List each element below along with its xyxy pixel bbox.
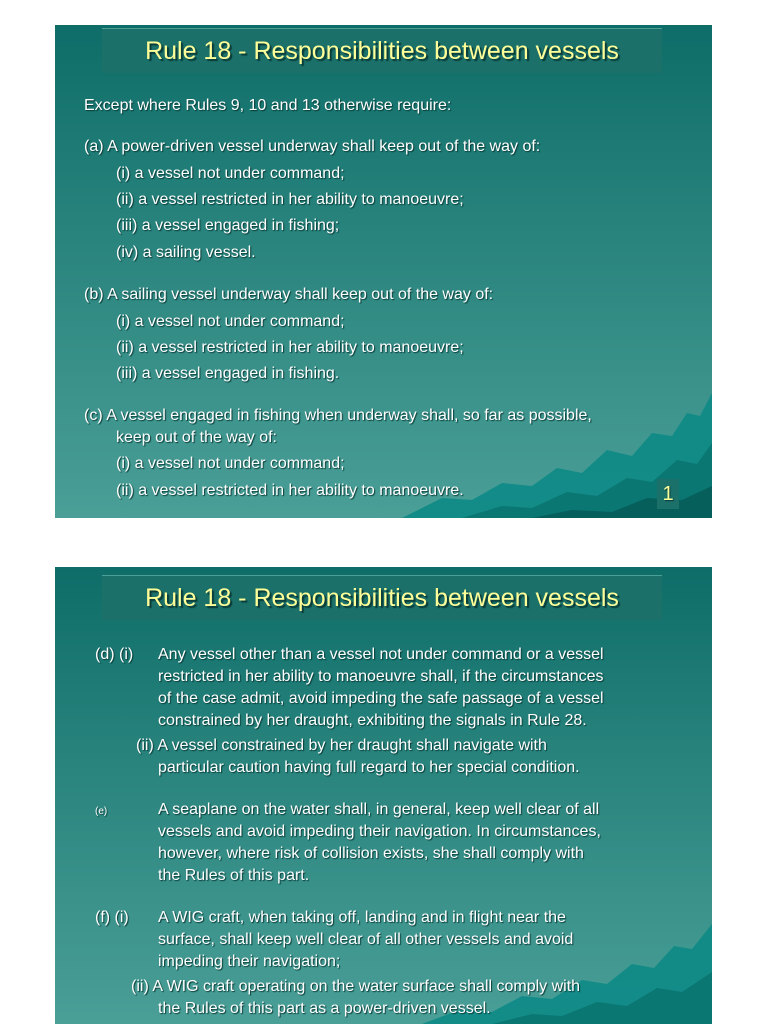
clause-a-item: (i) a vessel not under command; bbox=[116, 165, 345, 182]
clause-e-line: vessels and avoid impeding their navigation. In circumstances, bbox=[158, 823, 601, 840]
clause-f-ii-line: (ii) A WIG craft operating on the water surface shall comply with bbox=[131, 978, 581, 995]
clause-d-i-line: Any vessel other than a vessel not under command or a vessel bbox=[158, 646, 604, 663]
clause-a-item: (iii) a vessel engaged in fishing; bbox=[116, 217, 340, 234]
clause-c-heading-cont: keep out of the way of: bbox=[116, 429, 277, 446]
clause-c-heading: (c) A vessel engaged in fishing when underway shall, so far as possible, bbox=[84, 407, 592, 424]
slide-title: Rule 18 - Responsibilities between vessels bbox=[145, 583, 619, 612]
intro-text: Except where Rules 9, 10 and 13 otherwise require: bbox=[84, 97, 452, 114]
clause-f-ii-line: the Rules of this part as a power-driven vessel. bbox=[158, 1000, 491, 1017]
slide-1 bbox=[55, 25, 712, 518]
clause-a-heading: (a) A power-driven vessel underway shall keep out of the way of: bbox=[84, 138, 541, 155]
clause-a-item: (ii) a vessel restricted in her ability to manoeuvre; bbox=[116, 191, 464, 208]
clause-a-item: (iv) a sailing vessel. bbox=[116, 244, 256, 261]
clause-e-line: however, where risk of collision exists, she shall comply with bbox=[158, 845, 584, 862]
clause-d-label: (d) (i) bbox=[95, 646, 134, 663]
clause-f-i-line: surface, shall keep well clear of all other vessels and avoid bbox=[158, 931, 574, 948]
clause-b-heading: (b) A sailing vessel underway shall keep out of the way of: bbox=[84, 286, 494, 303]
clause-e-line: A seaplane on the water shall, in general, keep well clear of all bbox=[158, 801, 600, 818]
slide-title: Rule 18 - Responsibilities between vessels bbox=[145, 36, 619, 65]
clause-f-i-line: A WIG craft, when taking off, landing and in flight near the bbox=[158, 909, 566, 926]
clause-b-item: (iii) a vessel engaged in fishing. bbox=[116, 365, 340, 382]
clause-c-item: (ii) a vessel restricted in her ability to manoeuvre. bbox=[116, 482, 464, 499]
clause-b-item: (i) a vessel not under command; bbox=[116, 313, 345, 330]
clause-d-i-line: restricted in her ability to manoeuvre shall, if the circumstances bbox=[158, 668, 604, 685]
clause-f-label: (f) (i) bbox=[95, 909, 129, 926]
clause-d-i-line: of the case admit, avoid impeding the safe passage of a vessel bbox=[158, 690, 604, 707]
clause-f-i-line: impeding their navigation; bbox=[158, 953, 341, 970]
clause-d-i-line: constrained by her draught, exhibiting the signals in Rule 28. bbox=[158, 712, 587, 729]
clause-e-line: the Rules of this part. bbox=[158, 867, 310, 884]
clause-c-item: (i) a vessel not under command; bbox=[116, 455, 345, 472]
page-number: 1 bbox=[657, 479, 679, 509]
slide-2 bbox=[55, 567, 712, 1024]
slide-2-title-box bbox=[102, 575, 662, 620]
clause-d-ii-line: particular caution having full regard to her special condition. bbox=[158, 759, 580, 776]
slide-1-title-box bbox=[102, 28, 662, 73]
clause-e-label: (e) bbox=[95, 806, 108, 817]
clause-d-ii-line: (ii) A vessel constrained by her draught shall navigate with bbox=[136, 737, 547, 754]
clause-b-item: (ii) a vessel restricted in her ability to manoeuvre; bbox=[116, 339, 464, 356]
